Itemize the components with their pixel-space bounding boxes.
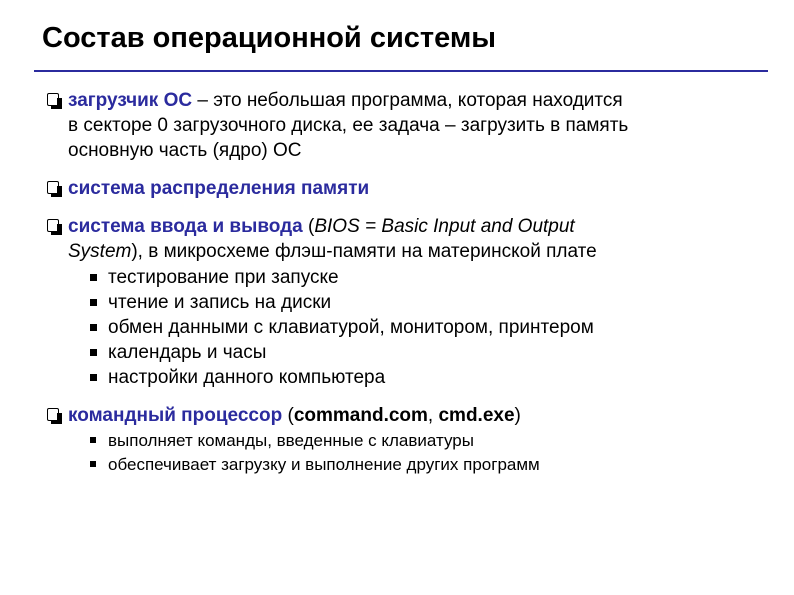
list-item-memory [46,176,766,201]
list-item [88,290,766,315]
shell-sublist [88,429,766,477]
cmd-exe-text: cmd.exe [438,405,515,426]
list-item [88,340,766,365]
list-item [88,265,766,290]
slide-title: Состав операционной системы [42,22,497,54]
square-bullet-icon [90,324,97,331]
list-item-bootloader [46,88,766,163]
shell-comma: , [427,405,439,426]
checkbox-bullet-icon [47,219,59,232]
subitem-text: обмен данными с клавиатурой, монитором, принтером [108,317,594,338]
term-io-system: система ввода и вывода [68,216,303,237]
bios-text-cont: System [68,241,132,262]
list-item-io [46,214,766,390]
list-item [88,453,766,477]
io-open-paren: ( [302,216,315,237]
list-item [88,315,766,340]
slide-content [46,88,766,490]
io-desc: ), в микросхеме флэш-памяти на материнской плате [131,241,597,262]
square-bullet-icon [90,274,97,281]
square-bullet-icon [90,374,97,381]
subitem-text: выполняет команды, введенные с клавиатуры [108,431,474,450]
shell-open-paren: ( [282,405,294,426]
checkbox-bullet-icon [47,93,59,106]
subitem-text: обеспечивает загрузку и выполнение других программ [108,455,540,474]
io-sublist [88,265,766,390]
square-bullet-icon [90,461,96,467]
term-memory-system: система распределения памяти [68,178,370,199]
subitem-text: календарь и часы [108,342,267,363]
shell-close-paren: ) [514,405,521,426]
list-item [88,429,766,453]
list-item-shell [46,403,766,477]
subitem-text: чтение и запись на диски [108,292,332,313]
list-item [88,365,766,390]
title-divider [34,70,768,72]
checkbox-bullet-icon [47,181,59,194]
term-bootloader: загрузчик ОС [68,90,193,111]
subitem-text: настройки данного компьютера [108,367,386,388]
square-bullet-icon [90,299,97,306]
term-command-processor: командный процессор [68,405,283,426]
bootloader-desc-line2: в секторе 0 загрузочного диска, ее задача – загрузить в память [68,115,629,136]
bootloader-desc-line1: – это небольшая программа, которая находится [192,90,623,111]
command-com-text: command.com [293,405,428,426]
bootloader-desc-line3: основную часть (ядро) ОС [68,140,302,161]
subitem-text: тестирование при запуске [108,267,339,288]
square-bullet-icon [90,349,97,356]
bios-text: BIOS = Basic Input and Output [314,216,575,237]
square-bullet-icon [90,437,96,443]
checkbox-bullet-icon [47,408,59,421]
